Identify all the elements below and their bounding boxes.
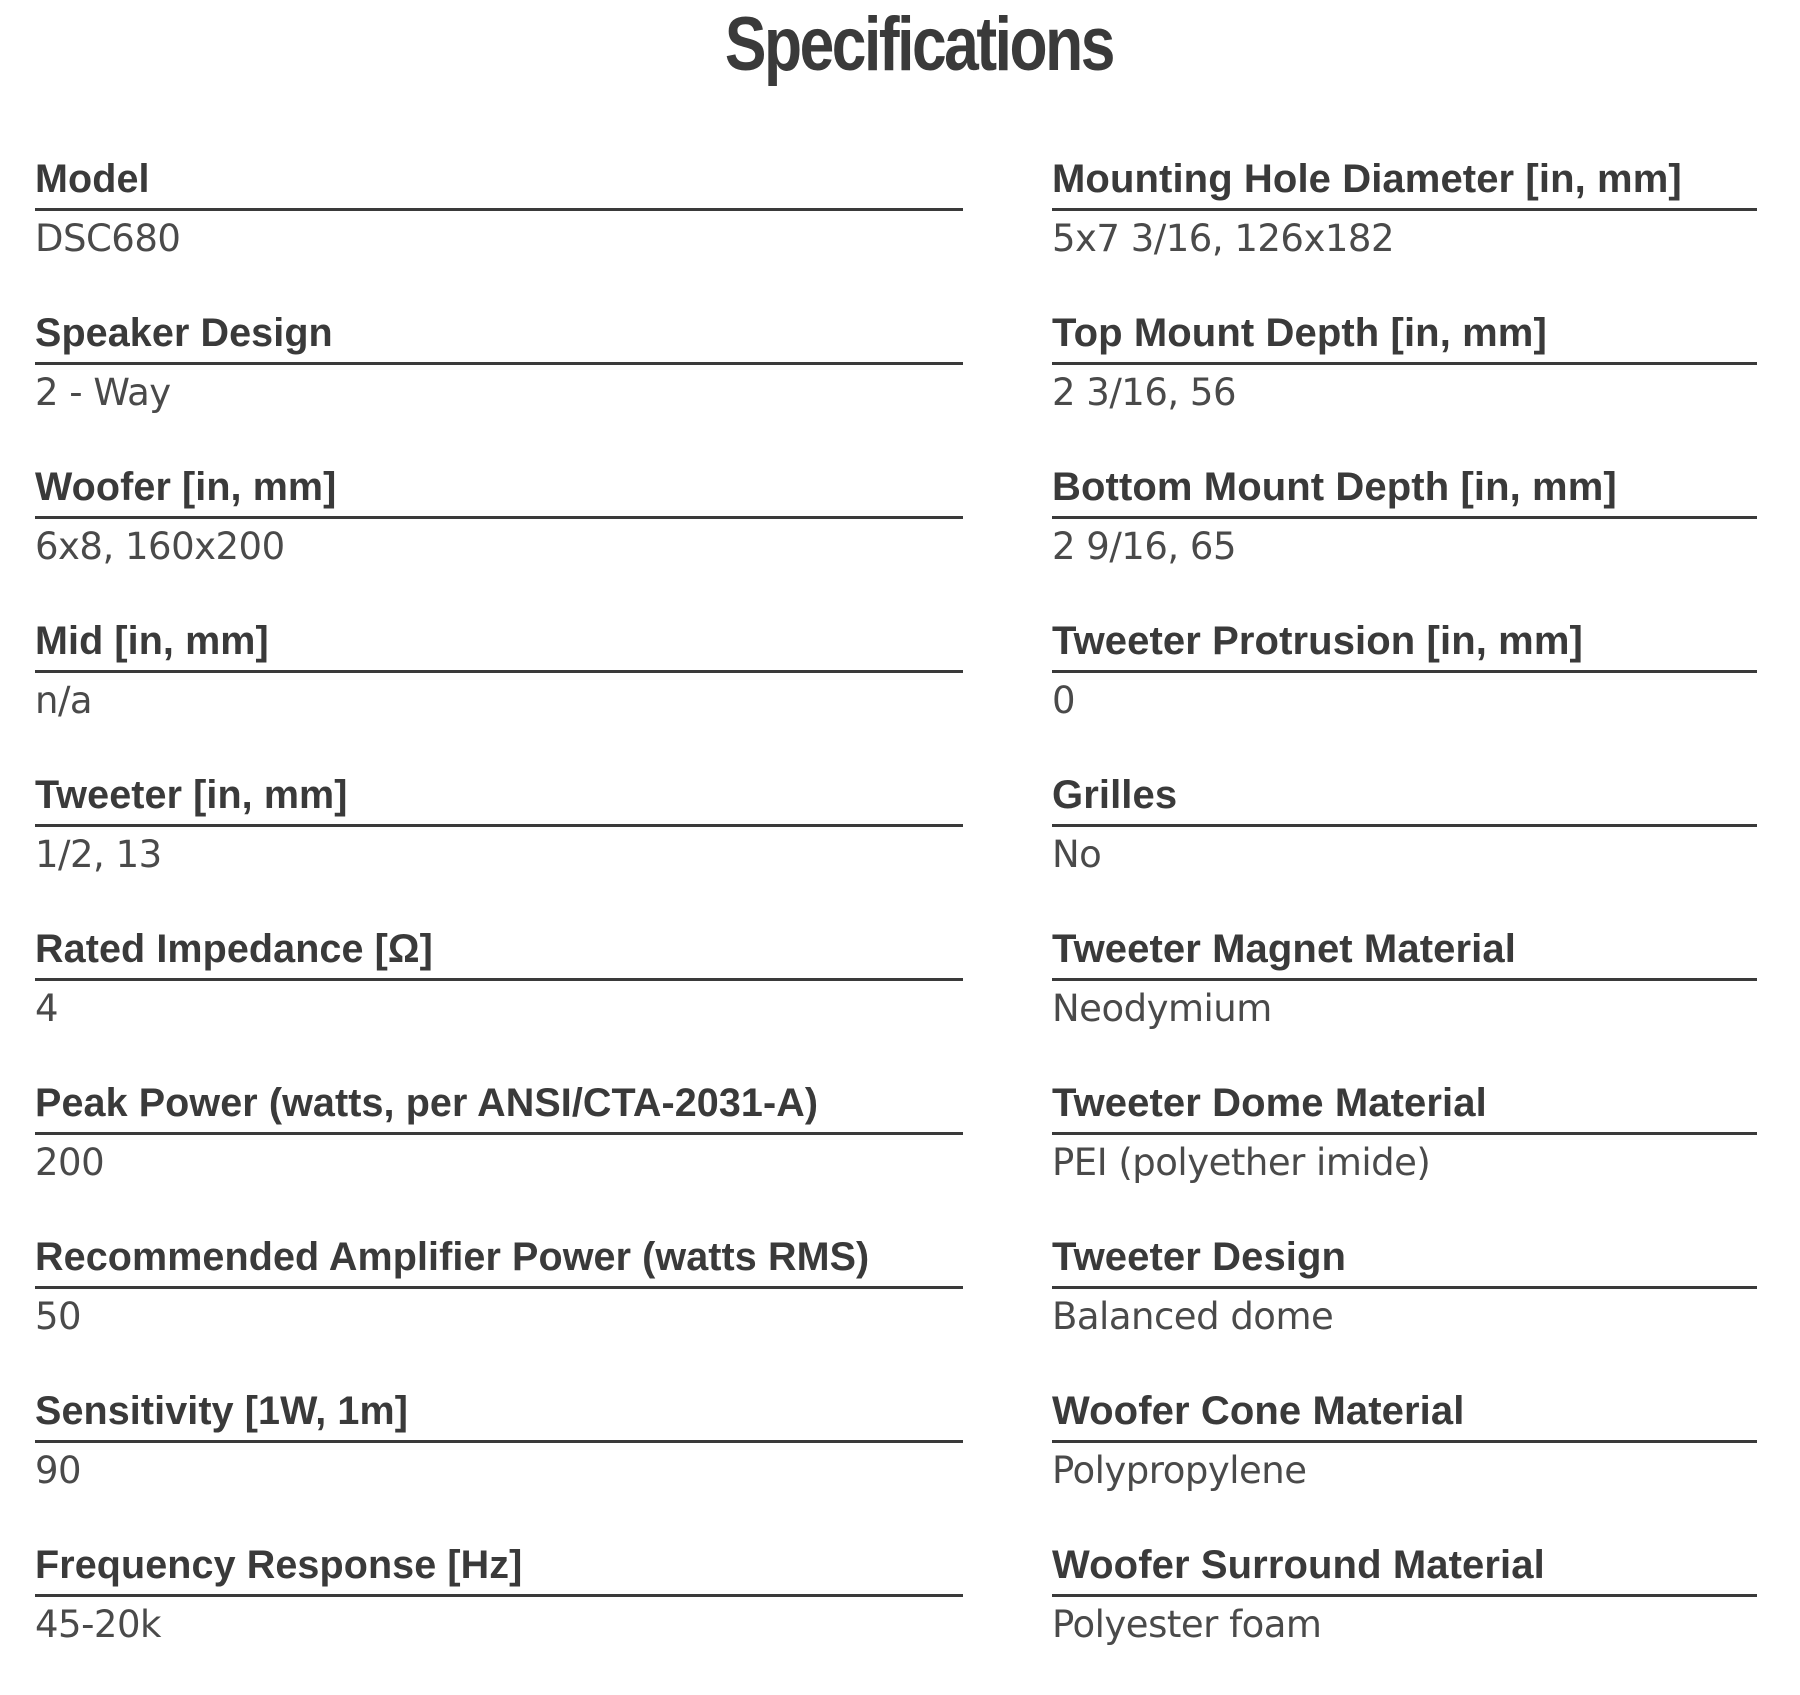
spec-sensitivity [35, 1387, 963, 1541]
spec-label: Tweeter Design [1052, 1233, 1757, 1289]
spec-label: Rated Impedance [Ω] [35, 925, 963, 981]
spec-value: 200 [35, 1141, 105, 1184]
spec-value: 2 3/16, 56 [1052, 371, 1236, 414]
spec-label: Tweeter [in, mm] [35, 771, 963, 827]
spec-mounting-hole-diameter [1052, 155, 1757, 309]
spec-speaker-design [35, 309, 963, 463]
spec-value: Balanced dome [1052, 1295, 1334, 1338]
spec-label: Bottom Mount Depth [in, mm] [1052, 463, 1757, 519]
spec-value: Polyester foam [1052, 1603, 1322, 1646]
spec-value: 0 [1052, 679, 1076, 722]
spec-value: n/a [35, 679, 93, 722]
spec-label: Woofer Surround Material [1052, 1541, 1757, 1597]
spec-label: Tweeter Magnet Material [1052, 925, 1757, 981]
spec-rated-impedance [35, 925, 963, 1079]
spec-tweeter-magnet-material [1052, 925, 1757, 1079]
spec-label: Mid [in, mm] [35, 617, 963, 673]
spec-value: PEI (polyether imide) [1052, 1141, 1431, 1184]
spec-value: Neodymium [1052, 987, 1272, 1030]
spec-label: Woofer [in, mm] [35, 463, 963, 519]
spec-label: Speaker Design [35, 309, 963, 365]
spec-label: Model [35, 155, 963, 211]
spec-label: Frequency Response [Hz] [35, 1541, 963, 1597]
spec-value: 2 9/16, 65 [1052, 525, 1236, 568]
spec-label: Sensitivity [1W, 1m] [35, 1387, 963, 1443]
spec-model [35, 155, 963, 309]
spec-value: 50 [35, 1295, 82, 1338]
spec-label: Woofer Cone Material [1052, 1387, 1757, 1443]
spec-mid [35, 617, 963, 771]
spec-grilles [1052, 771, 1757, 925]
spec-label: Tweeter Dome Material [1052, 1079, 1757, 1135]
spec-label: Tweeter Protrusion [in, mm] [1052, 617, 1757, 673]
spec-value: No [1052, 833, 1102, 876]
spec-label: Grilles [1052, 771, 1757, 827]
spec-bottom-mount-depth [1052, 463, 1757, 617]
spec-tweeter-protrusion [1052, 617, 1757, 771]
spec-woofer-cone-material [1052, 1387, 1757, 1541]
spec-value: 45-20k [35, 1603, 161, 1646]
spec-label: Mounting Hole Diameter [in, mm] [1052, 155, 1757, 211]
spec-column-right [1052, 155, 1757, 1695]
spec-recommended-amplifier-power [35, 1233, 963, 1387]
spec-woofer [35, 463, 963, 617]
spec-value: 1/2, 13 [35, 833, 162, 876]
spec-woofer-surround-material [1052, 1541, 1757, 1695]
spec-label: Top Mount Depth [in, mm] [1052, 309, 1757, 365]
spec-label: Peak Power (watts, per ANSI/CTA-2031-A) [35, 1079, 963, 1135]
spec-tweeter [35, 771, 963, 925]
spec-label: Recommended Amplifier Power (watts RMS) [35, 1233, 963, 1289]
spec-value: 2 - Way [35, 371, 171, 414]
spec-value: 6x8, 160x200 [35, 525, 285, 568]
spec-tweeter-design [1052, 1233, 1757, 1387]
page-title: Specifications [724, 2, 1113, 87]
spec-value: DSC680 [35, 217, 181, 260]
spec-top-mount-depth [1052, 309, 1757, 463]
spec-value: 90 [35, 1449, 82, 1492]
spec-tweeter-dome-material [1052, 1079, 1757, 1233]
spec-value: 4 [35, 987, 59, 1030]
spec-value: 5x7 3/16, 126x182 [1052, 217, 1394, 260]
specifications-grid [0, 155, 1800, 1670]
spec-peak-power [35, 1079, 963, 1233]
spec-frequency-response [35, 1541, 963, 1695]
spec-column-left [35, 155, 963, 1695]
spec-value: Polypropylene [1052, 1449, 1307, 1492]
